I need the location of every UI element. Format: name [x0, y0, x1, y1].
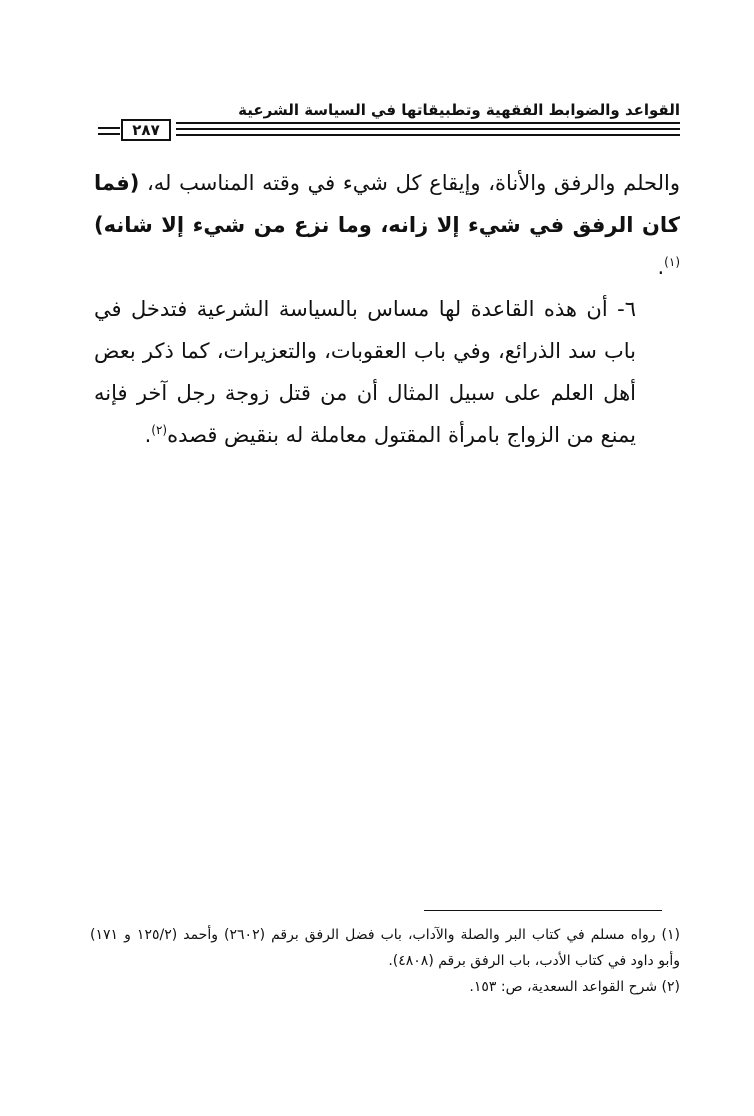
paragraph-1-text: والحلم والرفق والأناة، وإيقاع كل شيء في وقته المناسب له، [139, 171, 680, 195]
header-rule-left-line [98, 133, 120, 135]
header-rule-line [176, 122, 680, 124]
paragraph-1 [94, 162, 680, 288]
footnotes [90, 922, 680, 1000]
header-rule-line [176, 128, 680, 130]
footnote-1: (١) رواه مسلم في كتاب البر والصلة والآداب، باب فضل الرفق برقم (٢٦٠٢) وأحمد (١٢٥/٢ و ١٧١) وأبو داود في كتاب الأدب، باب الرفق برقم (٤٨٠٨). [90, 927, 681, 969]
page-number: ٢٨٧ [121, 119, 171, 141]
header-rule-left-line [98, 127, 120, 129]
paragraph-2-end: . [144, 423, 152, 447]
footnote-ref-2[interactable]: (٢) [151, 423, 168, 437]
header-rule [98, 122, 680, 142]
running-header-title: القواعد والضوابط الفقهية وتطبيقاتها في السياسة الشرعية [238, 101, 680, 119]
footnote-ref-1[interactable]: (١) [664, 255, 680, 269]
header-rule-line [176, 134, 680, 136]
paragraph-2 [94, 288, 680, 456]
footnote-separator [424, 910, 662, 911]
main-text [94, 162, 680, 456]
footnote-2: (٢) شرح القواعد السعدية، ص: ١٥٣. [469, 979, 680, 995]
hadith-quote: (فما كان الرفق في شيء إلا زانه، وما نزع من شيء إلا شانه) [94, 171, 680, 237]
paragraph-1-end: . [657, 255, 665, 279]
paragraph-2-text: ٦- أن هذه القاعدة لها مساس بالسياسة الشرعية فتدخل في باب سد الذرائع، وفي باب العقوبات، والتعزيرات، كما ذكر بعض أهل العلم على سبيل المثال أن من قتل زوجة رجل آخر فإنه يمنع من الزواج بامرأة المقتول معاملة له بنقيض قصده [94, 297, 636, 447]
